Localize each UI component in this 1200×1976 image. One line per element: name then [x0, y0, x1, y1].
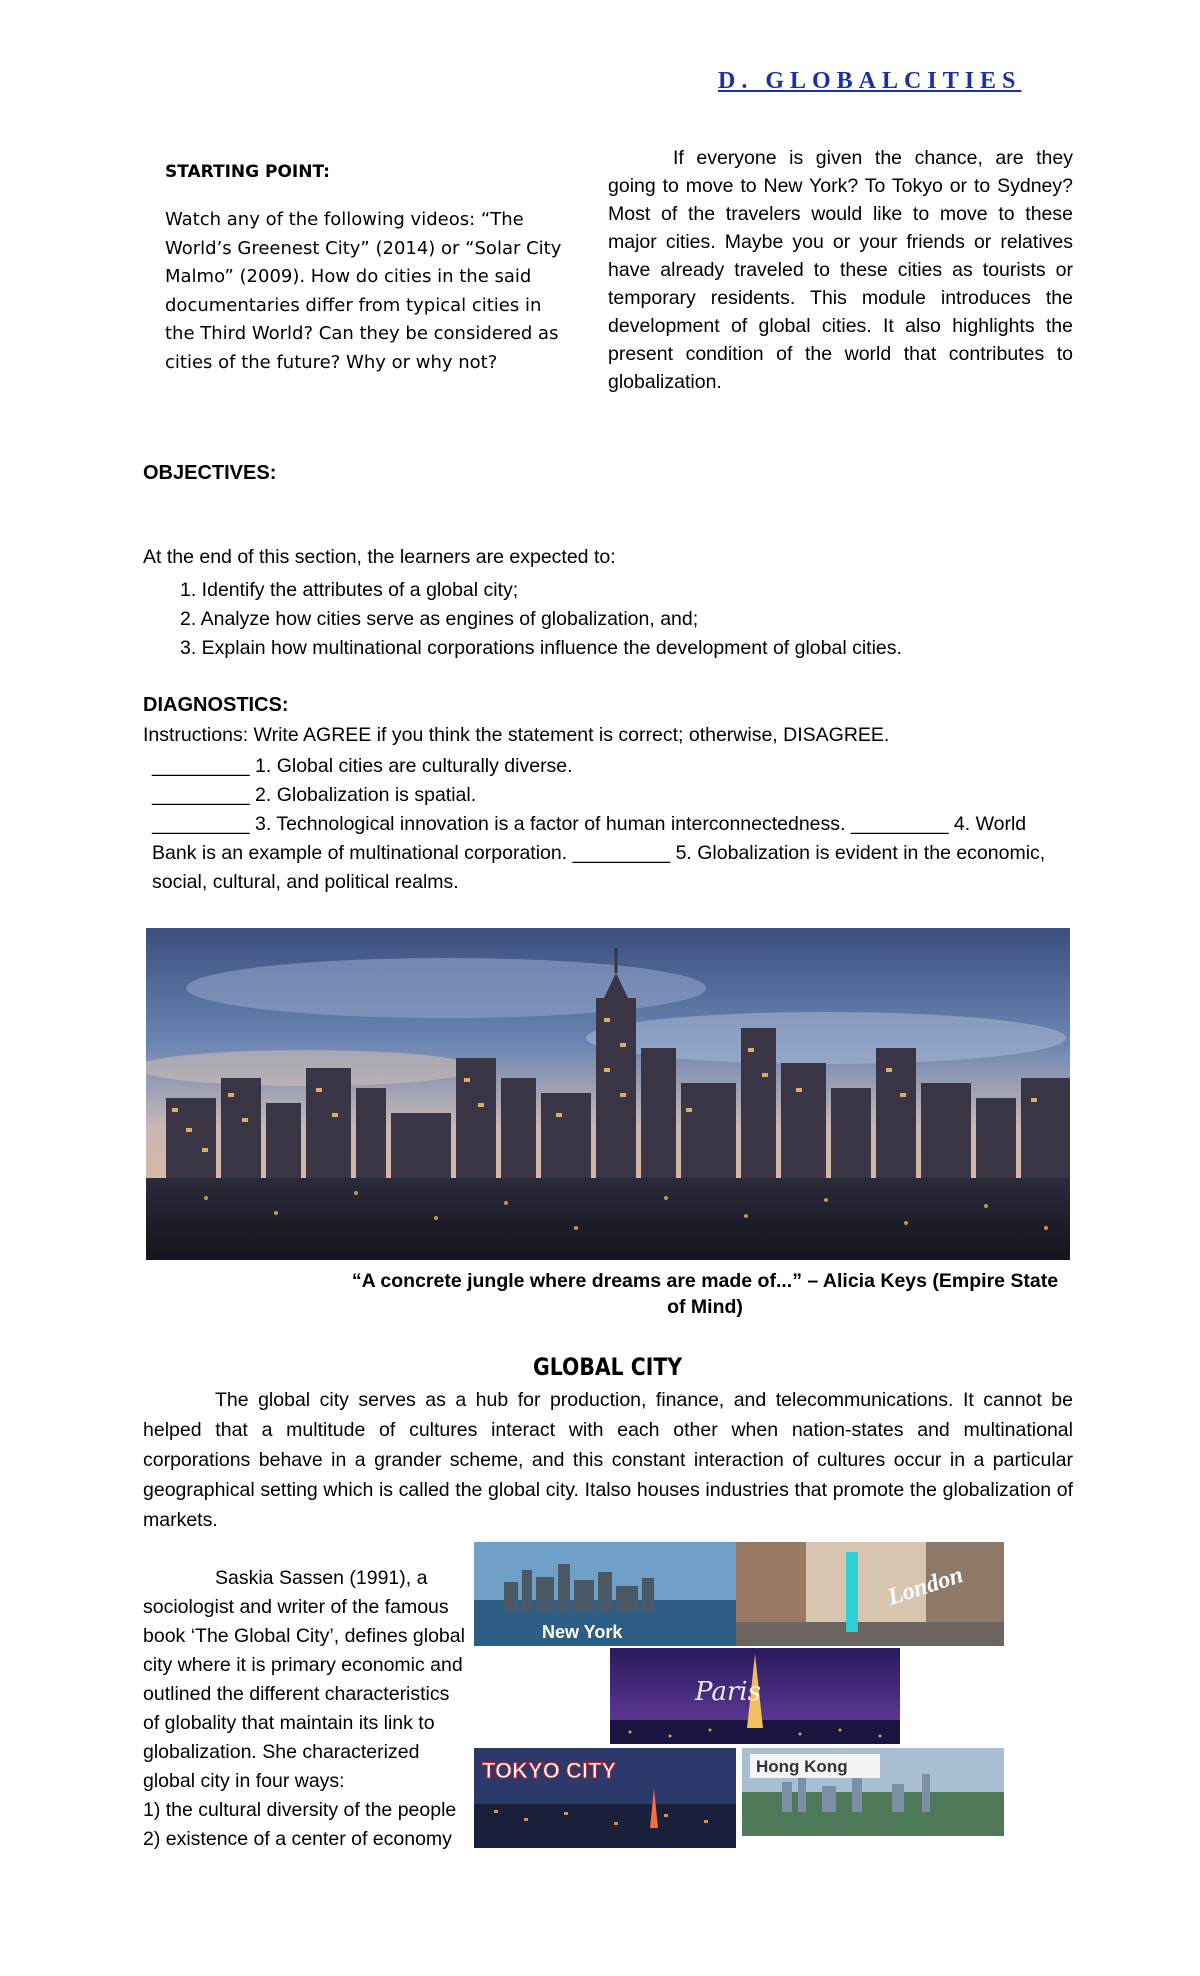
sassen-line: city where it is primary economic and	[143, 1654, 463, 1676]
diagnostics-heading: DIAGNOSTICS:	[143, 694, 289, 716]
objective-item: 3. Explain how multinational corporations influence the development of global cities.	[180, 637, 902, 659]
sassen-line: of globality that maintain its link to	[143, 1712, 435, 1734]
city-skyline-photo	[146, 928, 1070, 1260]
intro-paragraph: If everyone is given the chance, are they going to move to New York? To Tokyo or to Sydney? Most of the travelers would like to move to these major cities. Maybe you or your friends or relatives have already traveled to these cities as tourists or temporary residents. This module introduces the development of global cities. It also highlights the present condition of the world that contributes to globalization.	[608, 147, 1073, 393]
hong-kong-photo	[742, 1748, 1004, 1836]
objectives-lead: At the end of this section, the learners are expected to:	[143, 546, 616, 568]
sassen-line: outlined the different characteristics	[143, 1683, 450, 1705]
hong-kong-label: Hong Kong	[756, 1757, 848, 1776]
sassen-paragraph	[143, 1565, 483, 1855]
starting-point-body: Watch any of the following videos: “The World’s Greenest City” (2014) or “Solar City Malmo” (2009). How do cities in the said documentaries differ from typical cities in the Third World? Can they be considered as cities of the future? Why or why not?	[165, 209, 562, 373]
paris-label: Paris	[695, 1677, 761, 1707]
objectives-list	[180, 576, 902, 663]
tokyo-label: TOKYO CITY	[482, 1758, 617, 1783]
objective-item: 1. Identify the attributes of a global city;	[180, 579, 519, 601]
sassen-line: sociologist and writer of the famous	[143, 1596, 449, 1618]
sassen-line: 2) existence of a center of economy	[143, 1828, 452, 1850]
tokyo-photo	[474, 1748, 736, 1848]
london-photo	[736, 1542, 1004, 1646]
diagnostics-instructions: Instructions: Write AGREE if you think the statement is correct; otherwise, DISAGREE.	[143, 724, 890, 746]
objectives-heading: OBJECTIVES:	[143, 462, 277, 484]
london-label: London	[884, 1562, 967, 1611]
new-york-photo	[474, 1542, 736, 1646]
page-title: D. GLOBALCITIES	[718, 68, 1022, 94]
new-york-label: New York	[542, 1622, 623, 1642]
objective-item: 2. Analyze how cities serve as engines of globalization, and;	[180, 608, 699, 630]
sassen-line: global city in four ways:	[143, 1770, 345, 1792]
sassen-line: Saskia Sassen (1991), a	[215, 1567, 428, 1589]
diagnostic-item: _________ 1. Global cities are culturally diverse.	[152, 755, 573, 777]
sassen-line: globalization. She characterized	[143, 1741, 420, 1763]
diagnostic-item: _________ 2. Globalization is spatial.	[152, 784, 477, 806]
global-city-body: The global city serves as a hub for production, finance, and telecommunications. It cannot be helped that a multitude of cultures interact with each other when nation-states and multinational corporations behave in a grander scheme, and this constant interaction of cultures occur in a particular geographical setting which is called the global city. Italso houses industries that promote the globalization of markets.	[143, 1389, 1073, 1531]
paris-photo	[610, 1648, 900, 1744]
starting-point-heading: STARTING POINT:	[165, 162, 330, 182]
sassen-line: 1) the cultural diversity of the people	[143, 1799, 457, 1821]
sassen-line: book ‘The Global City’, defines global	[143, 1625, 465, 1647]
diagnostics-items	[152, 752, 1052, 897]
diagnostic-item: _________ 3. Technological innovation is a factor of human interconnectedness. _________ 4. World Bank is an example of multinational corporation. _________ 5. Globalization is evident in the economic, social, cultural, and political realms.	[152, 813, 1046, 893]
global-city-heading: GLOBAL CITY	[532, 1353, 683, 1381]
skyline-quote: “A concrete jungle where dreams are made of...” – Alicia Keys (Empire State of Mind)	[351, 1270, 1059, 1318]
